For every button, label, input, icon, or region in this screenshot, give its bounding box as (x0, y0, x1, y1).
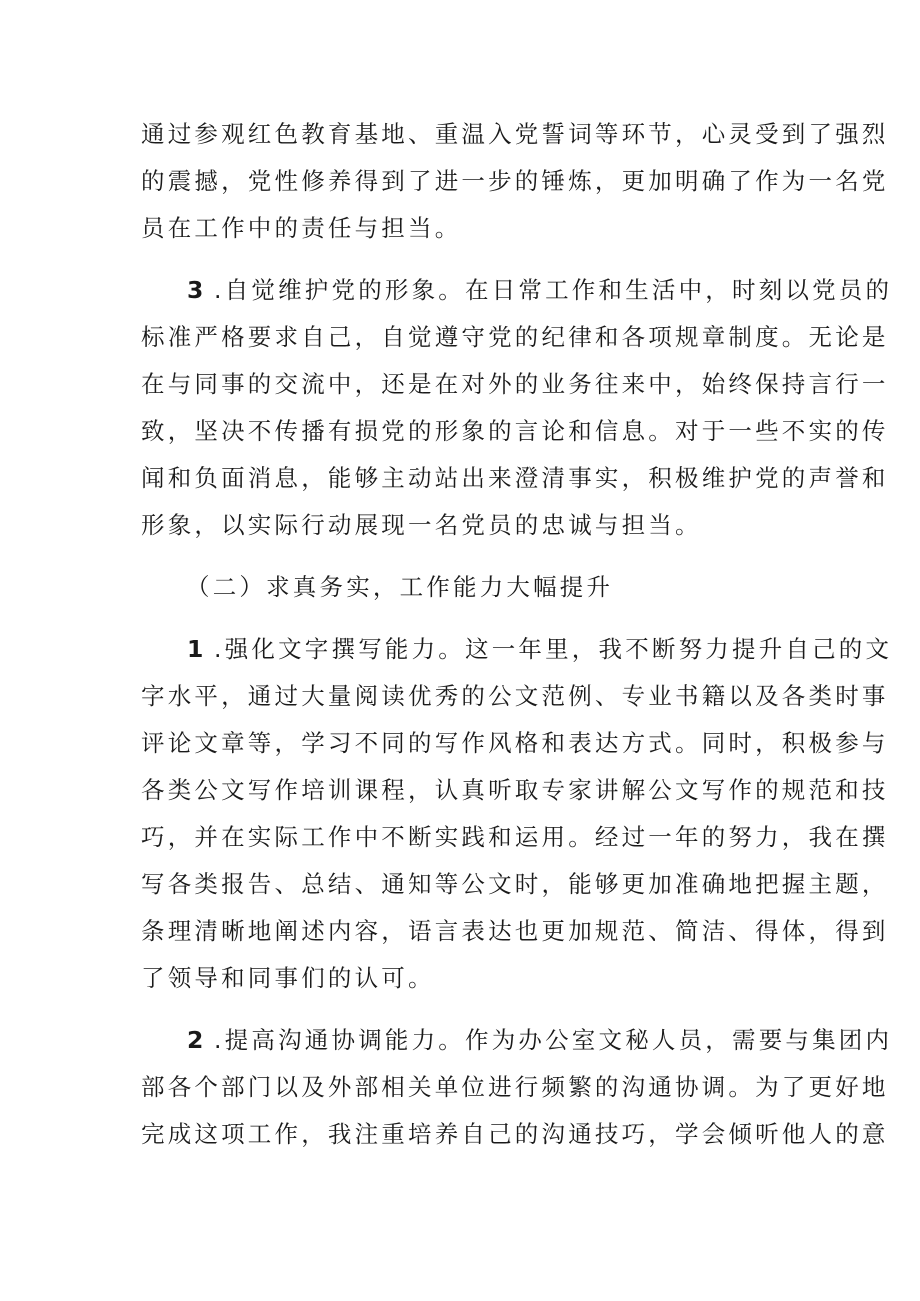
text-line: 各类公文写作培训课程，认真听取专家讲解公文写作的规范和技 (141, 776, 889, 804)
list-item-heading (187, 1025, 892, 1055)
list-item-text: .强化文字撰写能力。这一年里，我不断努力提升自己的文 (214, 635, 893, 663)
list-item-text: .提高沟通协调能力。作为办公室文秘人员，需要与集团内 (214, 1026, 893, 1054)
text-line: 巧，并在实际工作中不断实践和运用。经过一年的努力，我在撰 (141, 823, 889, 851)
list-number: 3 (187, 276, 204, 304)
text-line: 闻和负面消息，能够主动站出来澄清事实，积极维护党的声誉和 (141, 464, 889, 492)
text-line: 了领导和同事们的认可。 (141, 964, 435, 992)
section-heading: （二）求真务实，工作能力大幅提升 (186, 573, 614, 601)
text-line: 标准严格要求自己，自觉遵守党的纪律和各项规章制度。无论是 (141, 323, 889, 351)
text-line: 条理清晰地阐述内容，语言表达也更加规范、简洁、得体，得到 (141, 917, 889, 945)
text-line: 员在工作中的责任与担当。 (141, 214, 462, 242)
text-line: 的震撼，党性修养得到了进一步的锤炼，更加明确了作为一名党 (141, 167, 889, 195)
text-line: 通过参观红色教育基地、重温入党誓词等环节，心灵受到了强烈 (141, 120, 889, 148)
text-line: 在与同事的交流中，还是在对外的业务往来中，始终保持言行一 (141, 370, 889, 398)
list-item-text: .自觉维护党的形象。在日常工作和生活中，时刻以党员的 (214, 276, 893, 304)
text-line: 形象，以实际行动展现一名党员的忠诚与担当。 (141, 511, 702, 539)
list-item-heading (187, 275, 892, 305)
text-line: 字水平，通过大量阅读优秀的公文范例、专业书籍以及各类时事 (141, 682, 889, 710)
list-number: 1 (187, 635, 204, 663)
text-line: 评论文章等，学习不同的写作风格和表达方式。同时，积极参与 (141, 729, 889, 757)
list-number: 2 (187, 1026, 204, 1054)
text-line: 完成这项工作，我注重培养自己的沟通技巧，学会倾听他人的意 (141, 1120, 889, 1148)
text-line: 部各个部门以及外部相关单位进行频繁的沟通协调。为了更好地 (141, 1073, 889, 1101)
text-line: 致，坚决不传播有损党的形象的言论和信息。对于一些不实的传 (141, 417, 889, 445)
text-line: 写各类报告、总结、通知等公文时，能够更加准确地把握主题， (141, 870, 889, 898)
list-item-heading (187, 634, 892, 664)
